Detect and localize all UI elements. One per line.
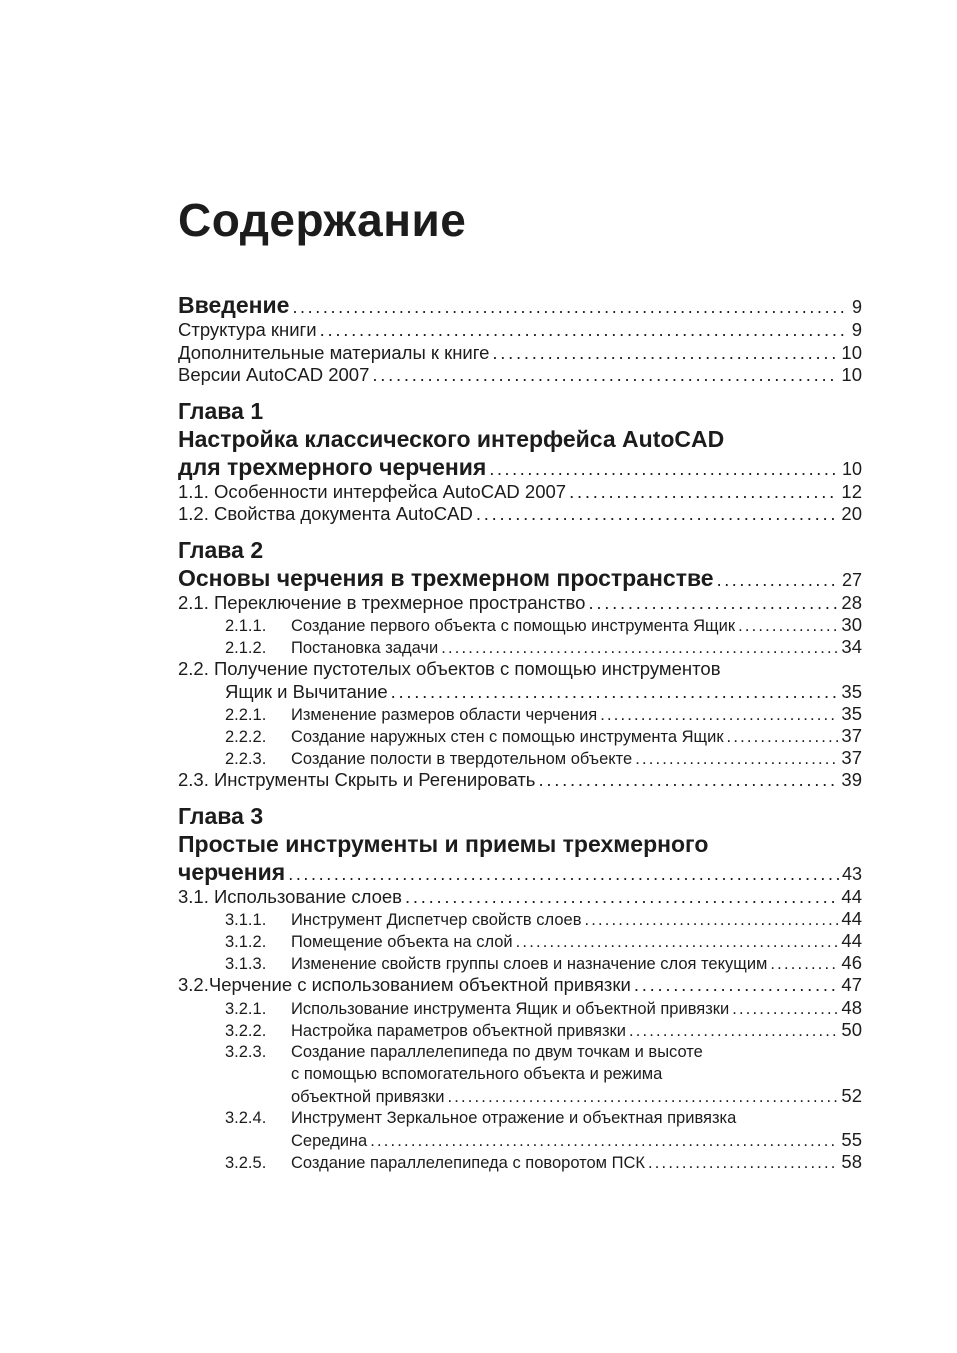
toc-leader	[288, 860, 839, 888]
toc-page-number: 39	[841, 769, 862, 790]
toc-label: Инструмент Диспетчер свойств слоев	[291, 911, 582, 929]
toc-label: 3.2.Черчение с использованием объектной привязки	[178, 974, 631, 995]
toc-entry[interactable]	[178, 681, 862, 704]
toc-subentry-line2[interactable]	[178, 1063, 862, 1085]
toc-leader	[648, 1152, 838, 1174]
toc-label: Настройка параметров объектной привязки	[291, 1021, 626, 1040]
toc-label: Создание параллелепипеда по двум точкам и высоте	[291, 1042, 703, 1061]
toc-page-number: 44	[841, 908, 862, 929]
toc-subentry-line1[interactable]	[178, 1107, 862, 1129]
toc-label: 1.2. Свойства документа AutoCAD	[178, 503, 473, 524]
toc-label: Середина	[291, 1131, 368, 1150]
toc-label: Помещение объекта на слой	[291, 933, 513, 951]
toc-leader	[441, 637, 838, 659]
toc-subentry-number: 2.1.1.	[225, 617, 267, 635]
toc-page-number: 30	[841, 614, 862, 635]
toc-subentry-number: 3.2.3.	[225, 1042, 267, 1061]
toc-leader	[292, 293, 849, 321]
toc-page-number: 34	[841, 636, 862, 657]
chapter-3-label: Глава 3	[178, 802, 264, 829]
toc-page-number: 55	[841, 1128, 862, 1150]
toc-page-number: 10	[841, 364, 862, 385]
toc-label: Введение	[178, 292, 290, 318]
toc-entry-intro[interactable]	[178, 291, 862, 319]
toc-page-number: 46	[841, 952, 862, 973]
toc-label: Постановка задачи	[291, 639, 439, 657]
toc-subentry-number: 3.1.3.	[225, 955, 267, 973]
toc-subentry-number: 2.2.2.	[225, 728, 267, 746]
toc-page-number: 48	[841, 996, 862, 1018]
chapter-1-label: Глава 1	[178, 397, 264, 424]
toc-page-number: 44	[841, 930, 862, 951]
toc-leader	[600, 704, 838, 726]
toc-page-number: 10	[841, 341, 862, 363]
toc-label: Создание полости в твердотельном объекте	[291, 750, 633, 768]
toc-page-number: 43	[841, 863, 862, 884]
toc-subentry-number: 3.2.1.	[225, 999, 267, 1018]
toc-entry-chapter-3[interactable]	[178, 858, 862, 886]
toc-leader	[569, 481, 838, 504]
toc-page-number: 37	[841, 725, 862, 746]
toc-subentry-number: 3.2.4.	[225, 1108, 267, 1127]
toc-page-number: 37	[841, 747, 862, 768]
toc-label: Версии AutoCAD 2007	[178, 364, 370, 385]
toc-entry[interactable]	[178, 592, 862, 615]
toc-subentry[interactable]	[178, 930, 862, 952]
toc-entry[interactable]	[178, 481, 862, 504]
toc-subentry-number: 3.1.2.	[225, 933, 267, 951]
toc-leader	[492, 342, 838, 365]
toc-label: объектной привязки	[291, 1087, 445, 1106]
toc-page-number: 47	[841, 974, 862, 995]
toc-subentry-number: 3.2.5.	[225, 1153, 267, 1172]
toc-page-number: 12	[841, 480, 862, 502]
toc-page-number: 10	[841, 458, 862, 479]
toc-label: Структура книги	[178, 319, 317, 340]
toc-subentry[interactable]	[178, 908, 862, 930]
toc-leader	[635, 748, 838, 770]
toc-subentry[interactable]	[178, 725, 862, 747]
chapter-1-title-line1: Настройка классического интерфейса AutoCAD	[178, 425, 725, 452]
toc-leader	[717, 566, 839, 594]
toc-leader	[391, 681, 839, 704]
toc-page-number: 27	[841, 569, 862, 590]
toc-leader	[538, 769, 838, 792]
toc-label: Изменение размеров области черчения	[291, 706, 598, 724]
toc-leader	[405, 886, 838, 909]
toc-label: 1.1. Особенности интерфейса AutoCAD 2007	[178, 480, 567, 502]
chapter-3-title-line1: Простые инструменты и приемы трехмерного	[178, 830, 709, 857]
toc-subentry-number: 2.1.2.	[225, 639, 267, 657]
toc-leader	[516, 931, 839, 953]
table-of-contents	[178, 291, 862, 1173]
toc-label: с помощью вспомогательного объекта и режима	[291, 1064, 663, 1083]
toc-page-number: 58	[841, 1150, 862, 1172]
page-title: Содержание	[178, 194, 467, 246]
toc-leader	[476, 503, 839, 526]
toc-leader	[770, 953, 838, 975]
toc-page-number: 35	[841, 680, 862, 702]
toc-leader	[372, 364, 838, 387]
toc-entry[interactable]	[178, 342, 862, 365]
toc-subentry[interactable]	[178, 636, 862, 658]
toc-subentry-line1[interactable]	[178, 1041, 862, 1063]
toc-leader	[447, 1086, 838, 1108]
toc-entry-line1[interactable]: 2.2. Получение пустотелых объектов с помощью инструментов	[178, 658, 721, 679]
toc-label: Ящик и Вычитание	[225, 680, 388, 702]
toc-leader	[738, 615, 838, 637]
toc-leader	[629, 1020, 838, 1042]
toc-label: Использование инструмента Ящик и объектной привязки	[291, 999, 730, 1018]
toc-leader	[634, 974, 839, 997]
toc-page-number: 44	[841, 885, 862, 907]
toc-entry-chapter-1[interactable]	[178, 453, 862, 481]
toc-subentry[interactable]	[178, 1129, 862, 1151]
toc-label: 2.3. Инструменты Скрыть и Регенировать	[178, 769, 536, 790]
toc-leader	[320, 319, 849, 342]
toc-label: Создание первого объекта с помощью инструмента Ящик	[291, 617, 736, 635]
toc-label: Создание наружных стен с помощью инструмента Ящик	[291, 728, 724, 746]
toc-subentry[interactable]	[178, 997, 862, 1019]
toc-leader	[588, 592, 838, 615]
toc-subentry[interactable]	[178, 1085, 862, 1107]
toc-label: Основы черчения в трехмерном пространстве	[178, 564, 714, 591]
toc-label: Изменение свойств группы слоев и назначение слоя текущим	[291, 955, 768, 973]
toc-subentry-number: 3.2.2.	[225, 1021, 267, 1040]
toc-label: 3.1. Использование слоев	[178, 885, 402, 907]
toc-subentry[interactable]	[178, 1151, 862, 1173]
toc-page-number: 35	[841, 703, 862, 724]
chapter-2-label: Глава 2	[178, 536, 264, 563]
toc-leader	[732, 998, 838, 1020]
toc-subentry[interactable]	[178, 614, 862, 636]
toc-subentry[interactable]	[178, 747, 862, 769]
toc-subentry[interactable]	[178, 703, 862, 725]
toc-label: Инструмент Зеркальное отражение и объектная привязка	[291, 1108, 737, 1127]
toc-page-number: 9	[851, 297, 862, 317]
toc-label: Создание параллелепипеда с поворотом ПСК	[291, 1153, 646, 1172]
toc-entry-chapter-2[interactable]	[178, 564, 862, 592]
toc-subentry-number: 2.2.3.	[225, 750, 267, 768]
toc-label: 2.1. Переключение в трехмерное пространство	[178, 591, 586, 613]
toc-entry[interactable]	[178, 503, 862, 526]
toc-page-number: 9	[851, 319, 862, 340]
toc-entry[interactable]	[178, 364, 862, 387]
toc-leader	[370, 1130, 838, 1152]
toc-subentry-number: 3.1.1.	[225, 911, 267, 929]
toc-label: черчения	[178, 858, 286, 885]
toc-entry[interactable]	[178, 319, 862, 342]
toc-label: Дополнительные материалы к книге	[178, 341, 490, 363]
toc-entry[interactable]	[178, 886, 862, 909]
toc-subentry[interactable]	[178, 1019, 862, 1041]
toc-page-number: 28	[841, 591, 862, 613]
toc-label: для трехмерного черчения	[178, 453, 487, 480]
toc-entry[interactable]	[178, 769, 862, 792]
toc-subentry[interactable]	[178, 952, 862, 974]
toc-entry[interactable]	[178, 974, 862, 997]
toc-leader	[489, 455, 839, 483]
toc-page-number: 50	[841, 1018, 862, 1040]
toc-leader	[584, 909, 838, 931]
toc-page-number: 20	[841, 503, 862, 524]
toc-page-number: 52	[841, 1084, 862, 1106]
toc-leader	[727, 726, 839, 748]
toc-subentry-number: 2.2.1.	[225, 706, 267, 724]
